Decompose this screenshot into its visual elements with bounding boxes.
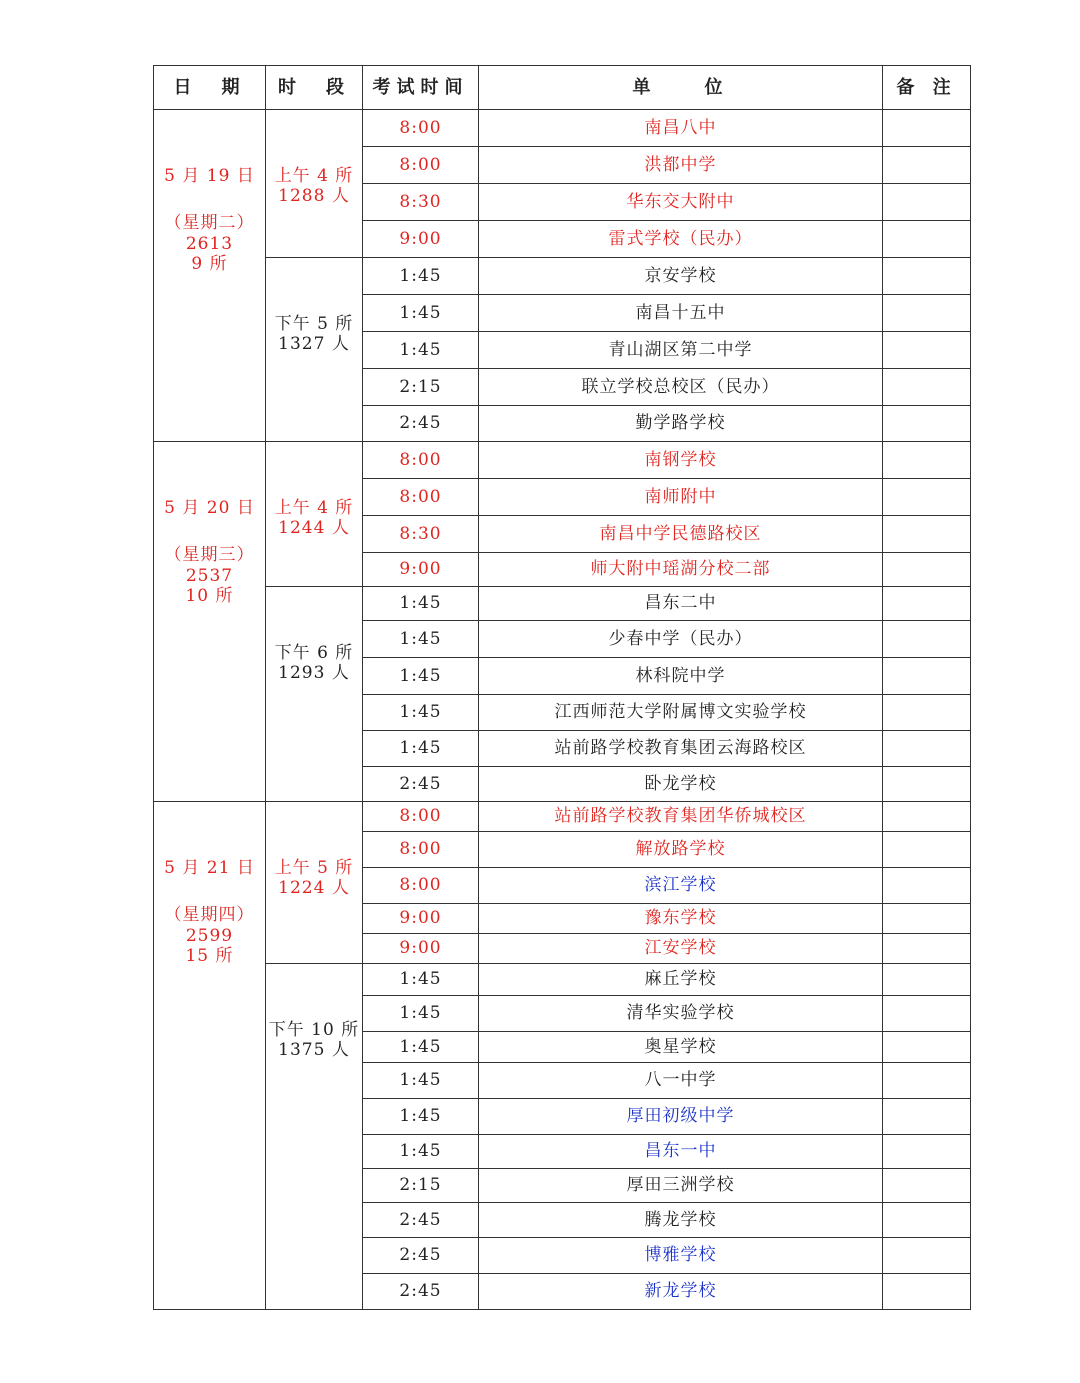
exam-time: 2:15 — [363, 1169, 479, 1203]
period-count: 1288 人 — [278, 186, 350, 207]
date-cell — [154, 802, 266, 1310]
exam-date: 5 月 19 日 — [164, 166, 255, 186]
schedule-row — [154, 258, 971, 295]
exam-time: 8:00 — [363, 832, 479, 868]
unit-name: 勤学路学校 — [479, 406, 883, 442]
exam-time: 1:45 — [363, 1099, 479, 1135]
period-name: 上午 4 所 — [274, 166, 354, 186]
remark-cell — [883, 1238, 971, 1274]
remark-cell — [883, 695, 971, 731]
schedule-row — [154, 110, 971, 147]
unit-name: 站前路学校教育集团华侨城校区 — [479, 802, 883, 832]
remark-cell — [883, 1032, 971, 1063]
unit-name: 江西师范大学附属博文实验学校 — [479, 695, 883, 731]
remark-cell — [883, 479, 971, 516]
unit-name: 京安学校 — [479, 258, 883, 295]
exam-time: 9:00 — [363, 904, 479, 934]
header-remarks: 备 注 — [883, 66, 971, 110]
exam-time: 1:45 — [363, 295, 479, 332]
unit-name: 江安学校 — [479, 934, 883, 964]
exam-time: 2:15 — [363, 369, 479, 406]
exam-time: 8:00 — [363, 147, 479, 184]
unit-name: 青山湖区第二中学 — [479, 332, 883, 369]
remark-cell — [883, 1063, 971, 1099]
exam-time: 1:45 — [363, 1135, 479, 1169]
exam-time: 1:45 — [363, 964, 479, 996]
total-count: 2537 — [185, 565, 234, 586]
weekday: （星期三） — [164, 545, 255, 566]
period-cell — [266, 258, 363, 442]
unit-name: 清华实验学校 — [479, 996, 883, 1032]
school-count: 9 所 — [191, 254, 228, 275]
exam-time: 9:00 — [363, 553, 479, 587]
unit-name: 南昌十五中 — [479, 295, 883, 332]
unit-name: 卧龙学校 — [479, 767, 883, 802]
remark-cell — [883, 221, 971, 258]
exam-time: 2:45 — [363, 1238, 479, 1274]
remark-cell — [883, 516, 971, 553]
exam-time: 1:45 — [363, 1063, 479, 1099]
exam-time: 1:45 — [363, 658, 479, 695]
exam-time: 2:45 — [363, 1274, 479, 1310]
total-count: 2599 — [185, 925, 234, 946]
remark-cell — [883, 587, 971, 621]
remark-cell — [883, 553, 971, 587]
exam-time: 1:45 — [363, 258, 479, 295]
remark-cell — [883, 868, 971, 904]
remark-cell — [883, 369, 971, 406]
remark-cell — [883, 442, 971, 479]
unit-name: 新龙学校 — [479, 1274, 883, 1310]
total-count: 2613 — [185, 233, 234, 254]
period-name: 下午 6 所 — [274, 643, 354, 663]
header-exam-time: 考试时间 — [363, 66, 479, 110]
remark-cell — [883, 658, 971, 695]
schedule-body — [154, 110, 971, 1310]
period-cell — [266, 802, 363, 964]
unit-name: 少春中学（民办） — [479, 621, 883, 658]
exam-time: 8:30 — [363, 184, 479, 221]
remark-cell — [883, 110, 971, 147]
exam-time: 8:30 — [363, 516, 479, 553]
remark-cell — [883, 934, 971, 964]
unit-name: 南师附中 — [479, 479, 883, 516]
unit-name: 站前路学校教育集团云海路校区 — [479, 731, 883, 767]
unit-name: 解放路学校 — [479, 832, 883, 868]
unit-name: 厚田三洲学校 — [479, 1169, 883, 1203]
period-count: 1244 人 — [278, 518, 350, 539]
period-name: 上午 5 所 — [274, 858, 354, 878]
remark-cell — [883, 802, 971, 832]
period-count: 1375 人 — [278, 1040, 350, 1061]
unit-name: 洪都中学 — [479, 147, 883, 184]
period-cell — [266, 587, 363, 802]
remark-cell — [883, 964, 971, 996]
header-date: 日 期 — [154, 66, 266, 110]
remark-cell — [883, 258, 971, 295]
exam-time: 2:45 — [363, 406, 479, 442]
exam-time: 1:45 — [363, 695, 479, 731]
schedule-row — [154, 442, 971, 479]
unit-name: 师大附中瑶湖分校二部 — [479, 553, 883, 587]
unit-name: 八一中学 — [479, 1063, 883, 1099]
exam-time: 8:00 — [363, 442, 479, 479]
unit-name: 麻丘学校 — [479, 964, 883, 996]
schedule-row — [154, 802, 971, 832]
period-name: 上午 4 所 — [274, 498, 354, 518]
unit-name: 雷式学校（民办） — [479, 221, 883, 258]
remark-cell — [883, 996, 971, 1032]
unit-name: 豫东学校 — [479, 904, 883, 934]
exam-date: 5 月 20 日 — [164, 498, 255, 518]
weekday: （星期二） — [164, 213, 255, 234]
unit-name: 厚田初级中学 — [479, 1099, 883, 1135]
remark-cell — [883, 1203, 971, 1238]
unit-name: 华东交大附中 — [479, 184, 883, 221]
remark-cell — [883, 1099, 971, 1135]
exam-time: 1:45 — [363, 621, 479, 658]
exam-time: 2:45 — [363, 767, 479, 802]
remark-cell — [883, 731, 971, 767]
remark-cell — [883, 147, 971, 184]
exam-date: 5 月 21 日 — [164, 858, 255, 878]
exam-time: 2:45 — [363, 1203, 479, 1238]
unit-name: 腾龙学校 — [479, 1203, 883, 1238]
exam-time: 9:00 — [363, 934, 479, 964]
weekday: （星期四） — [164, 905, 255, 926]
period-cell — [266, 442, 363, 587]
remark-cell — [883, 184, 971, 221]
exam-time: 8:00 — [363, 479, 479, 516]
schedule-row — [154, 587, 971, 621]
exam-time: 8:00 — [363, 110, 479, 147]
period-count: 1293 人 — [278, 663, 350, 684]
remark-cell — [883, 295, 971, 332]
period-name: 下午 5 所 — [274, 314, 354, 334]
school-count: 15 所 — [185, 946, 234, 967]
period-name: 下午 10 所 — [268, 1020, 360, 1040]
period-count: 1327 人 — [278, 334, 350, 355]
exam-time: 1:45 — [363, 332, 479, 369]
remark-cell — [883, 1169, 971, 1203]
unit-name: 昌东二中 — [479, 587, 883, 621]
remark-cell — [883, 904, 971, 934]
exam-time: 1:45 — [363, 1032, 479, 1063]
remark-cell — [883, 332, 971, 369]
exam-schedule-table — [153, 65, 971, 1310]
schedule-row — [154, 964, 971, 996]
remark-cell — [883, 832, 971, 868]
school-count: 10 所 — [185, 586, 234, 607]
remark-cell — [883, 1274, 971, 1310]
period-cell — [266, 964, 363, 1310]
exam-time: 1:45 — [363, 731, 479, 767]
exam-time: 8:00 — [363, 868, 479, 904]
header-unit: 单 位 — [479, 66, 883, 110]
remark-cell — [883, 767, 971, 802]
remark-cell — [883, 1135, 971, 1169]
period-count: 1224 人 — [278, 878, 350, 899]
remark-cell — [883, 621, 971, 658]
unit-name: 联立学校总校区（民办） — [479, 369, 883, 406]
exam-time: 8:00 — [363, 802, 479, 832]
unit-name: 滨江学校 — [479, 868, 883, 904]
remark-cell — [883, 406, 971, 442]
date-cell — [154, 442, 266, 802]
unit-name: 奥星学校 — [479, 1032, 883, 1063]
exam-time: 1:45 — [363, 996, 479, 1032]
period-cell — [266, 110, 363, 258]
unit-name: 博雅学校 — [479, 1238, 883, 1274]
unit-name: 林科院中学 — [479, 658, 883, 695]
date-cell — [154, 110, 266, 442]
exam-time: 9:00 — [363, 221, 479, 258]
header-period: 时 段 — [266, 66, 363, 110]
unit-name: 南昌八中 — [479, 110, 883, 147]
unit-name: 南昌中学民德路校区 — [479, 516, 883, 553]
unit-name: 南钢学校 — [479, 442, 883, 479]
exam-time: 1:45 — [363, 587, 479, 621]
header-row — [154, 66, 971, 110]
unit-name: 昌东一中 — [479, 1135, 883, 1169]
